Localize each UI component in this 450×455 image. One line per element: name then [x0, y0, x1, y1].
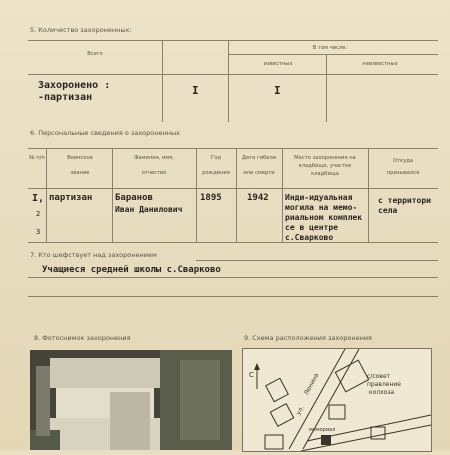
s6-row-place-5: с.Сварково	[285, 233, 334, 242]
scheme-north: С	[249, 371, 254, 379]
s5-header-rule	[28, 74, 438, 75]
s6-vline-1	[46, 148, 47, 242]
section7-title: 7. Кто шефствует над захоронением	[30, 251, 157, 259]
s6-row-place-3: риальном комплек	[285, 213, 363, 222]
s6-h-place-1: Место захоронения на	[294, 155, 356, 161]
s6-vline-6	[368, 148, 369, 242]
s6-row-rank: партизан	[49, 193, 93, 203]
s6-row-name-2: Иван Данилович	[115, 205, 183, 214]
s6-top-rule	[28, 148, 438, 149]
section8-title: 8. Фотоснимок захоронения	[34, 334, 131, 342]
burial-photo-image	[30, 350, 232, 450]
s6-vline-5	[282, 148, 283, 242]
s5-col-known: известных	[263, 61, 293, 67]
s6-vline-2	[112, 148, 113, 242]
scheme-street-2: ул.	[295, 404, 306, 417]
scheme-sovet-2: правление	[367, 381, 401, 388]
s6-h-place-2: кладбище, участке	[298, 163, 352, 169]
s6-row-from-1: с территори	[378, 196, 431, 205]
scheme-memorial: мемориал	[309, 427, 336, 433]
s6-h-death-1: Дата гибели	[241, 155, 277, 161]
s6-h-death-2: или смерти	[243, 170, 275, 176]
s6-h-place-3: кладбища	[311, 171, 339, 177]
s5-vline-1	[162, 40, 163, 122]
s6-row-birth: 1895	[200, 193, 222, 203]
scheme-sovet-1: с/совет	[367, 373, 391, 380]
s5-row-label-1: Захоронено :	[38, 80, 111, 91]
s6-row-num-3: 3	[36, 228, 41, 236]
s6-row-num-2: 2	[36, 210, 41, 218]
section6-title: 6. Персональные сведения о захороненных	[30, 129, 180, 137]
s5-vline-3	[326, 54, 327, 122]
s6-vline-4	[236, 148, 237, 242]
s5-row-label-2: -партизан	[38, 92, 93, 103]
s7-line-2	[28, 277, 438, 278]
s7-line-3	[28, 296, 438, 297]
s6-h-from-2: призывался	[386, 170, 420, 176]
s6-row-num-1: I,	[32, 193, 45, 204]
s6-row-death: 1942	[247, 193, 269, 203]
s6-row-place-4: се в центре	[285, 223, 338, 232]
s5-col-total: Всего	[87, 51, 103, 57]
s6-h-from-1: Откуда	[392, 158, 414, 164]
burial-photo	[30, 350, 232, 450]
s6-row-name-1: Баранов	[115, 193, 153, 203]
section9-title: 9. Схема расположения захоронения	[244, 334, 372, 342]
s6-row-place-2: могила на мемо-	[285, 203, 358, 212]
s7-line-1	[196, 260, 438, 261]
s5-col-unknown: неизвестных	[362, 61, 398, 67]
s5-top-rule	[28, 40, 438, 41]
s5-total-value: I	[192, 84, 199, 97]
location-scheme	[242, 348, 432, 452]
s5-known-value: I	[274, 84, 281, 97]
s6-row-from-2: села	[378, 206, 398, 215]
s6-h-num: № п/п	[29, 155, 45, 161]
scheme-street-1: Ленина	[303, 372, 321, 397]
s6-h-name-2: отчество	[141, 170, 167, 176]
s7-value: Учащиеся средней школы с.Сварково	[42, 265, 221, 275]
scheme-drawing	[243, 349, 431, 451]
s6-h-name-1: Фамилия, имя,	[133, 155, 175, 161]
s6-h-rank-1: Воинское	[67, 155, 93, 161]
s5-vline-2	[228, 40, 229, 122]
s5-sub-rule	[228, 54, 438, 55]
s6-h-rank-2: звание	[70, 170, 90, 176]
s6-row-place-1: Инди-идуальная	[285, 193, 353, 202]
s6-header-rule	[28, 188, 438, 189]
s6-bottom-rule	[28, 242, 438, 243]
s6-vline-3	[196, 148, 197, 242]
s6-h-birth-1: Год	[211, 155, 221, 161]
scheme-sovet-3: колхоза	[369, 389, 395, 396]
section5-title: 5. Количество захороненных:	[30, 26, 132, 34]
s6-h-birth-2: рождения	[202, 170, 230, 176]
s5-col-including: В том числе:	[312, 45, 348, 51]
